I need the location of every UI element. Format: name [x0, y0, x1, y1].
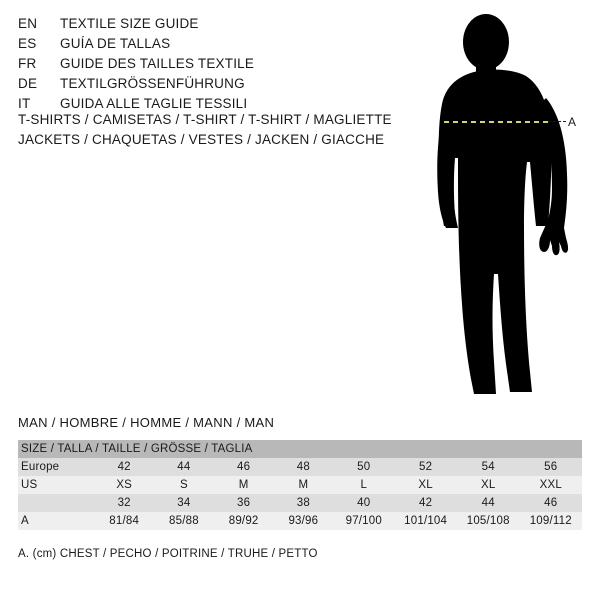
- cell: 85/88: [154, 512, 214, 530]
- male-body-silhouette-icon: [400, 12, 600, 402]
- cell: 48: [273, 458, 333, 476]
- cell: 109/112: [520, 512, 582, 530]
- row-label: US: [18, 476, 94, 494]
- language-text: GUIDE DES TAILLES TEXTILE: [60, 56, 255, 71]
- cell: 44: [154, 458, 214, 476]
- cell: 42: [94, 458, 154, 476]
- cell: 97/100: [333, 512, 394, 530]
- cell: S: [154, 476, 214, 494]
- size-table: [18, 440, 582, 530]
- language-row: [18, 34, 398, 54]
- measure-label-a: A: [568, 115, 577, 129]
- language-row: [18, 54, 398, 74]
- cell: M: [273, 476, 333, 494]
- category-tshirts: T-SHIRTS / CAMISETAS / T-SHIRT / T-SHIRT / MAGLIETTE: [18, 112, 392, 127]
- table-row: [18, 476, 582, 494]
- table-row: [18, 512, 582, 530]
- cell: 93/96: [273, 512, 333, 530]
- cell: 54: [457, 458, 520, 476]
- cell: 36: [214, 494, 274, 512]
- cell: 40: [333, 494, 394, 512]
- cell: 81/84: [94, 512, 154, 530]
- language-text: TEXTILE SIZE GUIDE: [60, 16, 199, 31]
- cell: L: [333, 476, 394, 494]
- category-jackets: JACKETS / CHAQUETAS / VESTES / JACKEN / GIACCHE: [18, 132, 385, 147]
- cell: 56: [520, 458, 582, 476]
- table-row: [18, 458, 582, 476]
- language-text: TEXTILGRÖSSENFÜHRUNG: [60, 76, 245, 91]
- table-title: MAN / HOMBRE / HOMME / MANN / MAN: [18, 415, 275, 430]
- cell: XL: [457, 476, 520, 494]
- cell: 46: [214, 458, 274, 476]
- cell: 52: [394, 458, 457, 476]
- measure-dash-icon: [548, 121, 566, 122]
- cell: 44: [457, 494, 520, 512]
- cell: XL: [394, 476, 457, 494]
- cell: XXL: [520, 476, 582, 494]
- cell: 38: [273, 494, 333, 512]
- language-row: [18, 14, 398, 34]
- cell: 32: [94, 494, 154, 512]
- cell: 89/92: [214, 512, 274, 530]
- cell: XS: [94, 476, 154, 494]
- cell: 42: [394, 494, 457, 512]
- language-code: DE: [18, 76, 38, 91]
- table-header-label: SIZE / TALLA / TAILLE / GRÖSSE / TAGLIA: [18, 440, 582, 458]
- cell: 34: [154, 494, 214, 512]
- table-row: [18, 494, 582, 512]
- category-list: [18, 110, 438, 150]
- language-row: [18, 74, 398, 94]
- cell: 46: [520, 494, 582, 512]
- language-text: GUÍA DE TALLAS: [60, 36, 171, 51]
- cell: 105/108: [457, 512, 520, 530]
- cell: 50: [333, 458, 394, 476]
- row-label: Europe: [18, 458, 94, 476]
- table-header-row: [18, 440, 582, 458]
- language-list: [18, 14, 398, 114]
- language-code: FR: [18, 56, 37, 71]
- cell: 101/104: [394, 512, 457, 530]
- cell: M: [214, 476, 274, 494]
- row-label: [18, 494, 94, 512]
- language-code: ES: [18, 36, 37, 51]
- language-code: IT: [18, 96, 31, 111]
- language-text: GUIDA ALLE TAGLIE TESSILI: [60, 96, 248, 111]
- language-code: EN: [18, 16, 38, 31]
- footnote: A. (cm) CHEST / PECHO / POITRINE / TRUHE / PETTO: [18, 548, 318, 560]
- row-label: A: [18, 512, 94, 530]
- body-figure: [400, 12, 600, 402]
